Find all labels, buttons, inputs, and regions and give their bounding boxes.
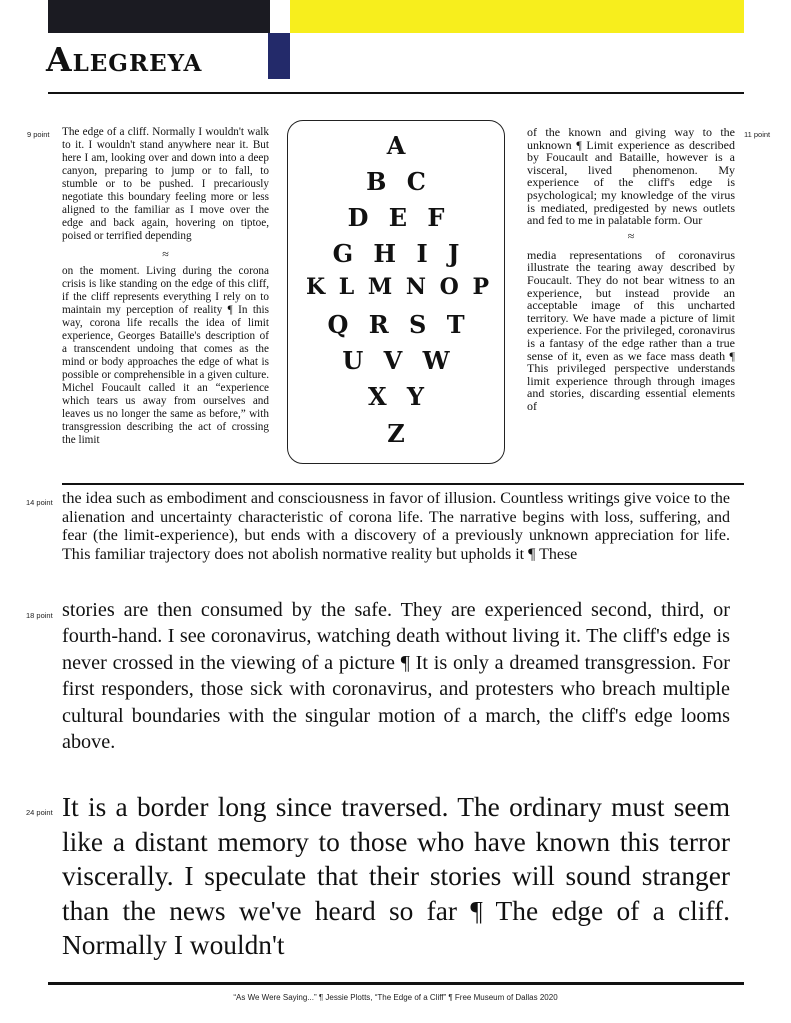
right-column-paragraph-2: media representations of coronavirus illustrate the tearing away described by Foucault. They do not bear witness to an experience, but instead provide an acceptable image of this uncharted territory. We have made a picture of limit experience. For the privileged, coronavirus is a fantasy of the edge rather than a true sense of it, even as we face mass death ¶ This privileged perspective understands limit experience through through images and stories, discarding essential elements of [527, 247, 735, 413]
header-block-navy [268, 33, 290, 79]
eye-chart-row-1: A [386, 131, 412, 160]
section-rule [62, 483, 744, 485]
eye-chart [287, 120, 505, 464]
label-11-point: 11 point [744, 130, 771, 139]
left-column-paragraph-1: The edge of a cliff. Normally I wouldn't walk to it. I wouldn't stand anywhere near it. But here I am, looking over and down into a deep canyon, preparing to jump or to fall, to stumble or to be pushed. I precariously negotiate this boundary feeling more or less aligned to the familiar as I move over the edge and back again, hovering on tiptoe, poised or terrified depending [62, 126, 269, 242]
eye-chart-row-7: U V W [342, 346, 456, 375]
label-24-point: 24 point [26, 808, 53, 817]
header-block-black [48, 0, 270, 33]
eye-chart-row-2: B C [366, 167, 432, 196]
paragraph-24-point: It is a border long since traversed. The ordinary must seem like a distant memory to those who have known this terror viscerally. I speculate that their stories will sound stranger than the news we've heard so far ¶ The edge of a cliff. Normally I wouldn't [62, 792, 730, 960]
label-18-point: 18 point [26, 611, 53, 620]
eye-chart-row-8: X Y [367, 382, 431, 411]
eye-chart-row-3: D E F [347, 203, 451, 232]
eye-chart-row-9: Z [387, 419, 411, 448]
header-rule [48, 92, 744, 94]
right-column [527, 126, 735, 412]
right-column-paragraph-1: of the known and giving way to the unknown ¶ Limit experience as described by Foucault and Bataille, however is a visceral, lived phenomenon. My experience of the cliff's edge is psychological; my knowledge of the virus is mediated, predigested by news outlets and fed to me in palatable form. Our [527, 125, 735, 228]
footer-rule [48, 982, 744, 985]
left-column [62, 126, 269, 447]
header-block-yellow [290, 0, 744, 33]
paragraph-14-point: the idea such as embodiment and consciousness in favor of illusion. Countless writings give voice to the alienation and uncertainty characteristic of corona life. The narrative begins with loss, suffering, and fear (the limit-experience), but ends with a discovery of a previously unknown appreciation for life. This familiar trajectory does not abolish normative reality but upholds it ¶ These [62, 490, 730, 563]
eye-chart-row-6: Q R S T [327, 310, 471, 339]
left-column-paragraph-2: on the moment. Living during the corona crisis is like standing on the edge of this cliff, if the cliff represents everything I rely on to maintain my perception of reality ¶ In this way, corona life recalls the idea of limit experience, Georges Bataille's description of a transcendent undoing that comes as the mind or body approaches the edge of what is possible or comprehensible in a given culture. Michel Foucault called it an “experience which tears us away from ourselves and leaves us no longer the same as before,” with transgression describing the act of crossing the limit [62, 265, 269, 446]
footer-credit: “As We Were Saying...” ¶ Jessie Plotts, “The Edge of a Cliff” ¶ Free Museum of Dallas 2020 [233, 993, 558, 1002]
eye-chart-row-4: G H I J [332, 239, 466, 268]
label-14-point: 14 point [26, 498, 53, 507]
label-9-point: 9 point [27, 130, 50, 139]
page-title: Alegreya [46, 40, 203, 79]
paragraph-18-point: stories are then consumed by the safe. They are experienced second, third, or fourth-hand. I see coronavirus, watching death without living it. The cliff's edge is never crossed in the viewing of a picture ¶ It is only a dreamed transgression. For first responders, those sick with coronavirus, and protesters who breach multiple cultural boundaries with the singular motion of a march, the cliff's edge looms above. [62, 599, 730, 754]
left-column-separator: ≈ [162, 247, 169, 261]
right-column-separator: ≈ [627, 228, 635, 243]
eye-chart-row-5: K L M N O P [305, 274, 493, 300]
